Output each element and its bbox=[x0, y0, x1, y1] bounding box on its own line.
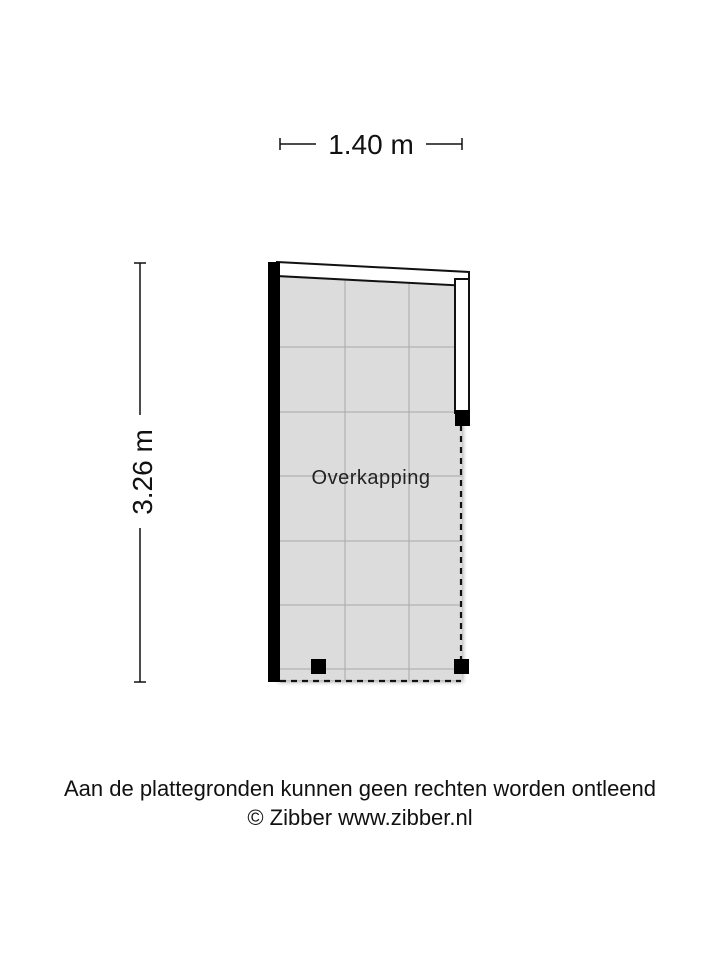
post-bottom-left bbox=[311, 659, 326, 674]
width-dimension bbox=[280, 129, 462, 160]
footer bbox=[0, 774, 720, 832]
post-bottom-right bbox=[454, 659, 469, 674]
room-label: Overkapping bbox=[311, 467, 431, 489]
height-dimension-label: 3.26 m bbox=[127, 429, 158, 515]
disclaimer-text: Aan de plattegronden kunnen geen rechten worden ontleend bbox=[63, 776, 657, 801]
post-top-right bbox=[455, 410, 470, 426]
height-dimension bbox=[127, 263, 158, 682]
copyright-text: © Zibber www.zibber.nl bbox=[247, 805, 473, 830]
right-wall bbox=[455, 279, 469, 413]
left-wall bbox=[268, 262, 280, 682]
width-dimension-label: 1.40 m bbox=[328, 129, 414, 160]
